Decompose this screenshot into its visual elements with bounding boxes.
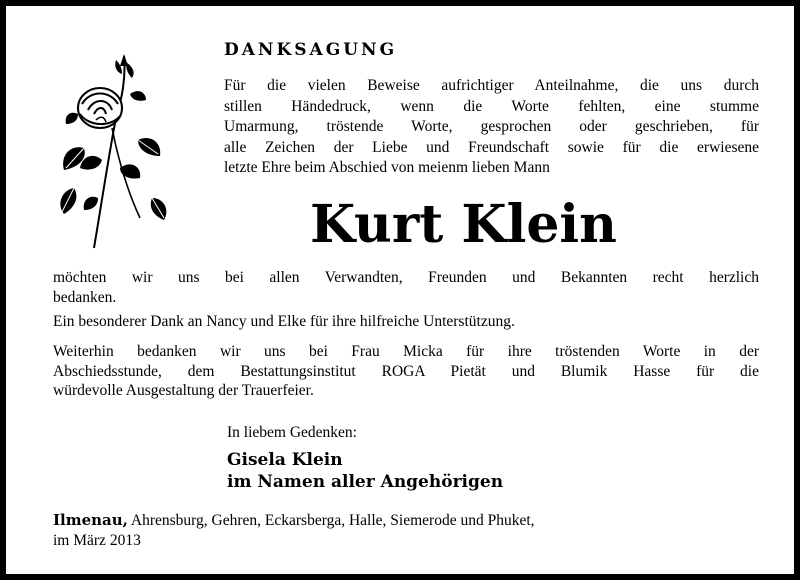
paragraph-line: Weiterhin bedanken wir uns bei Frau Micka für ihre tröstenden Worte in der xyxy=(53,343,759,360)
intro-paragraph xyxy=(224,76,759,179)
heading: DANKSAGUNG xyxy=(224,40,398,60)
deceased-name: Kurt Klein xyxy=(310,194,617,255)
paragraph-line: Ein besonderer Dank an Nancy und Elke für ihre hilfreiche Unterstützung. xyxy=(53,313,515,330)
paragraph-line: Abschiedsstunde, dem Bestattungsinstitut ROGA Pietät und Blumik Hasse für die xyxy=(53,362,759,380)
intro-line: letzte Ehre beim Abschied von meienm lieben Mann xyxy=(224,159,550,177)
places-line xyxy=(53,510,759,531)
intro-line: Umarmung, tröstende Worte, gesprochen oder geschrieben, für xyxy=(224,118,759,136)
intro-line: alle Zeichen der Liebe und Freundschaft sowie für die erwiesene xyxy=(224,138,759,156)
places-rest: Ahrensburg, Gehren, Eckarsberga, Halle, Siemerode und Phuket, xyxy=(127,512,535,529)
paragraph-thanks xyxy=(53,268,759,307)
signoff: In liebem Gedenken: xyxy=(227,424,357,441)
signer-note: im Namen aller Angehörigen xyxy=(227,472,504,492)
paragraph-line: würdevolle Ausgestaltung der Trauerfeier. xyxy=(53,382,314,399)
paragraph-special-thanks xyxy=(53,312,759,332)
places-bold: Ilmenau, xyxy=(53,511,128,529)
paragraph-line: bedanken. xyxy=(53,288,117,306)
signer-name: Gisela Klein xyxy=(227,450,343,470)
paragraph-further-thanks xyxy=(53,342,759,401)
date-line: im März 2013 xyxy=(53,532,141,549)
intro-line: Für die vielen Beweise aufrichtiger Anteilnahme, die uns durch xyxy=(224,77,759,94)
places-and-date xyxy=(53,510,759,551)
intro-line: stillen Händedruck, wenn die Worte fehlten, eine stumme xyxy=(224,97,759,115)
paragraph-line: möchten wir uns bei allen Verwandten, Freunden und Bekannten recht herzlich xyxy=(53,269,759,286)
signers xyxy=(227,449,503,493)
